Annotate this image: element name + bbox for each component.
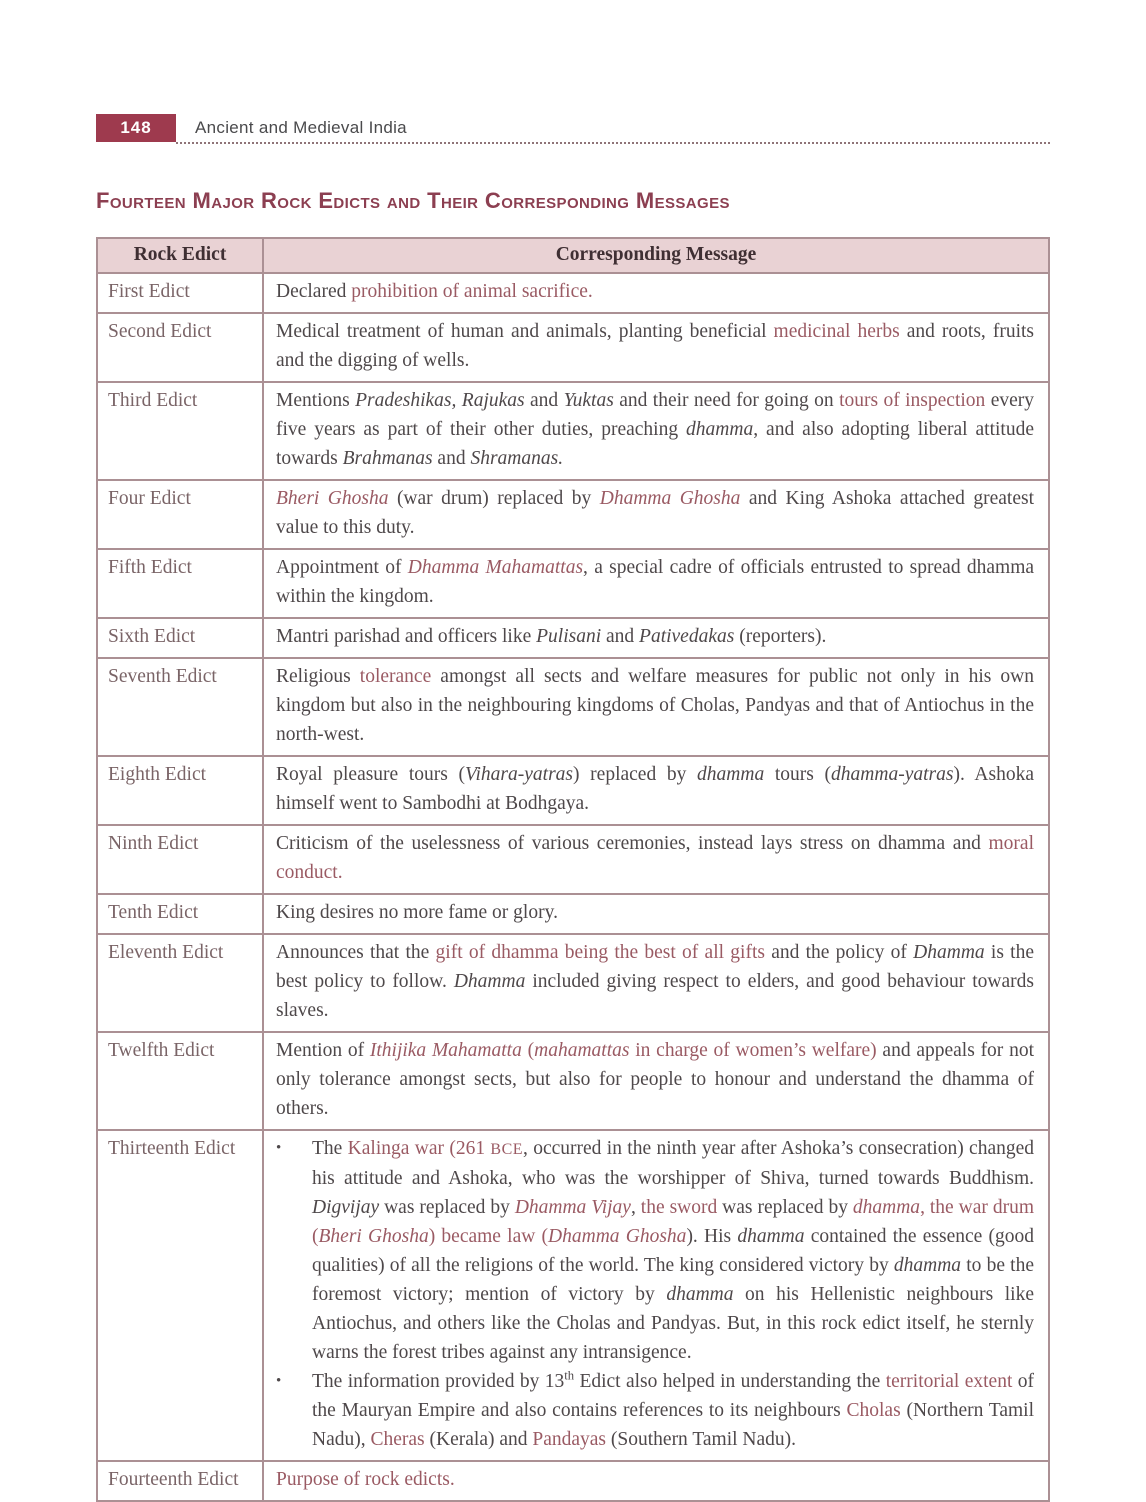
text-segment: Pradeshikas, Rajukas xyxy=(355,390,525,411)
table-row xyxy=(97,1461,1049,1501)
text-segment: Bheri Ghosha xyxy=(276,488,389,509)
text-segment: , xyxy=(630,1197,641,1218)
text-segment: Royal pleasure tours ( xyxy=(276,764,466,785)
text-segment: ). Ashoka himself went to Sambodhi at Bodhgaya. xyxy=(276,764,1035,814)
text-segment: Dhamma Ghosha xyxy=(548,1226,687,1247)
text-segment: Mantri parishad and officers like xyxy=(276,626,537,647)
message-cell xyxy=(263,894,1049,934)
edict-label-cell: Fifth Edict xyxy=(97,549,263,618)
text-segment: territorial extent xyxy=(885,1371,1013,1392)
text-segment: tours ( xyxy=(764,764,832,785)
text-segment: is the best policy to follow. xyxy=(276,942,1034,992)
text-segment: moral conduct. xyxy=(276,833,1034,883)
message-cell xyxy=(263,1461,1049,1501)
text-segment: Dhamma Mahamattas xyxy=(407,557,584,578)
message-cell xyxy=(263,313,1049,382)
text-segment: Dhamma xyxy=(453,971,526,992)
table-row xyxy=(97,549,1049,618)
text-segment: The xyxy=(312,1138,348,1159)
text-segment: and the policy of xyxy=(764,942,914,963)
bullet-item xyxy=(276,1367,1034,1454)
bullet-icon: • xyxy=(276,1373,282,1389)
text-segment: was replaced by xyxy=(717,1197,853,1218)
table-row xyxy=(97,934,1049,1032)
text-segment: in charge of women’s welfare) xyxy=(629,1040,877,1061)
text-segment: Kalinga war xyxy=(347,1138,444,1159)
text-segment: Mentions xyxy=(276,390,356,411)
text-segment: Bheri Ghosha xyxy=(318,1226,429,1247)
edict-label-cell: Seventh Edict xyxy=(97,658,263,756)
text-segment: to be the foremost victory; mention of victory by xyxy=(312,1255,1034,1305)
edicts-table xyxy=(96,237,1050,1502)
text-segment: ) replaced by xyxy=(573,764,698,785)
text-segment: of the Mauryan Empire and also contains references to its neighbours xyxy=(312,1371,1034,1421)
text-segment: dhamma xyxy=(666,1284,734,1305)
column-header-corresponding-message: Corresponding Message xyxy=(263,238,1049,273)
running-header xyxy=(96,114,1050,142)
text-segment: Criticism of the uselessness of various ceremonies, instead lays stress on dhamma and xyxy=(276,833,989,854)
text-segment: King desires no more fame or glory. xyxy=(276,902,558,923)
text-segment: ). His xyxy=(686,1226,738,1247)
table-row xyxy=(97,313,1049,382)
bullet-icon: • xyxy=(276,1140,282,1156)
text-segment: dhamma xyxy=(686,419,754,440)
text-segment: BCE xyxy=(490,1141,524,1158)
text-segment: the sword xyxy=(640,1197,718,1218)
text-segment: Ithijika Mahamatta xyxy=(369,1040,522,1061)
text-segment: th xyxy=(564,1368,575,1383)
text-segment: tours of inspection xyxy=(839,390,986,411)
text-segment: and xyxy=(432,448,471,469)
text-segment: Vihara-yatras xyxy=(465,764,574,785)
page-number-badge xyxy=(96,114,176,142)
text-segment: Medical treatment of human and animals, planting beneficial xyxy=(276,321,774,342)
table-row xyxy=(97,382,1049,480)
text-segment: Yuktas xyxy=(563,390,614,411)
text-segment: (Northern Tamil Nadu), xyxy=(312,1400,1034,1450)
column-header-rock-edict: Rock Edict xyxy=(97,238,263,273)
message-cell xyxy=(263,480,1049,549)
text-segment: gift of dhamma being the best of all gifts xyxy=(435,942,765,963)
text-segment: dhamma xyxy=(697,764,765,785)
message-cell xyxy=(263,756,1049,825)
text-segment: included giving respect to elders, and good behaviour towards slaves. xyxy=(276,971,1034,1021)
message-cell xyxy=(263,658,1049,756)
text-segment: Shramanas. xyxy=(470,448,564,469)
text-segment: (261 xyxy=(443,1138,491,1159)
edict-label-cell: Eleventh Edict xyxy=(97,934,263,1032)
edict-label-cell: Four Edict xyxy=(97,480,263,549)
table-row xyxy=(97,894,1049,934)
bullet-item xyxy=(276,1134,1034,1367)
edicts-table-body xyxy=(97,273,1049,1501)
text-segment: Dhamma Vijay xyxy=(514,1197,631,1218)
text-segment: prohibition of animal sacrifice. xyxy=(351,281,593,302)
text-segment: , a special cadre of officials entrusted to spread dhamma within the kingdom. xyxy=(276,557,1035,607)
edict-label-cell: Ninth Edict xyxy=(97,825,263,894)
text-segment: Digvijay xyxy=(312,1197,380,1218)
text-segment: and their need for going on xyxy=(613,390,840,411)
bullet-text xyxy=(312,1367,1034,1454)
text-segment: every five years as part of their other duties, preaching xyxy=(276,390,1035,440)
text-segment: Cholas xyxy=(846,1400,901,1421)
text-segment: Pandayas xyxy=(532,1429,607,1450)
page-number: 148 xyxy=(120,118,152,137)
table-row xyxy=(97,1130,1049,1461)
edict-label-cell: Tenth Edict xyxy=(97,894,263,934)
text-segment: and xyxy=(601,626,640,647)
table-row xyxy=(97,756,1049,825)
table-row xyxy=(97,273,1049,313)
table-row xyxy=(97,1032,1049,1130)
text-segment: contained the essence (good qualities) of all the religions of the world. The king considered victory by xyxy=(312,1226,1035,1276)
bullet-text xyxy=(312,1134,1034,1367)
text-segment: on his Hellenistic neighbours like Antiochus, and others like the Cholas and Pandyas. But, in this rock edict itself, he sternly warns the forest tribes against any intransigence. xyxy=(312,1284,1034,1363)
text-segment: dhamma-yatras xyxy=(831,764,954,785)
message-cell xyxy=(263,273,1049,313)
edict-label-cell: Sixth Edict xyxy=(97,618,263,658)
edict-label-cell: Thirteenth Edict xyxy=(97,1130,263,1461)
table-row xyxy=(97,658,1049,756)
text-segment: dhamma xyxy=(893,1255,962,1276)
book-title: Ancient and Medieval India xyxy=(195,118,407,137)
text-segment: Cheras xyxy=(370,1429,425,1450)
edict-label-cell: Fourteenth Edict xyxy=(97,1461,263,1501)
message-cell xyxy=(263,382,1049,480)
text-segment: Religious xyxy=(276,666,360,687)
message-cell xyxy=(263,825,1049,894)
text-segment: (war drum) replaced by xyxy=(388,488,600,509)
message-cell xyxy=(263,1130,1049,1461)
text-segment: Mention of xyxy=(276,1040,370,1061)
edict-label-cell: First Edict xyxy=(97,273,263,313)
text-segment: , and also adopting liberal attitude towards xyxy=(276,419,1034,469)
section-title: Fourteen Major Rock Edicts and Their Corresponding Messages xyxy=(96,188,730,213)
message-cell xyxy=(263,1032,1049,1130)
text-segment: and King Ashoka attached greatest value to this duty. xyxy=(276,488,1034,538)
text-segment: Dhamma xyxy=(913,942,985,963)
text-segment: (Southern Tamil Nadu). xyxy=(606,1429,797,1450)
message-cell xyxy=(263,618,1049,658)
edict-label-cell: Twelfth Edict xyxy=(97,1032,263,1130)
text-segment: amongst all sects and welfare measures for public not only in his own kingdom but also in the neighbouring kingdoms of Cholas, Pandyas and that of Antiochus in the north-west. xyxy=(276,666,1034,745)
text-segment: (reporters). xyxy=(734,626,827,647)
edict-label-cell: Second Edict xyxy=(97,313,263,382)
text-segment: Pulisani xyxy=(536,626,602,647)
text-segment: Declared xyxy=(276,281,352,302)
message-cell xyxy=(263,549,1049,618)
text-segment: (Kerala) and xyxy=(424,1429,533,1450)
text-segment: Pativedakas xyxy=(639,626,735,647)
text-segment: Dhamma Ghosha xyxy=(599,488,741,509)
text-segment: dhamma xyxy=(852,1197,921,1218)
text-segment: and xyxy=(524,390,564,411)
table-header-row xyxy=(97,238,1049,273)
text-segment: Appointment of xyxy=(276,557,408,578)
edict-label-cell: Eighth Edict xyxy=(97,756,263,825)
table-row xyxy=(97,480,1049,549)
text-segment: dhamma xyxy=(737,1226,805,1247)
text-segment: Purpose of rock edicts. xyxy=(276,1469,455,1490)
table-row xyxy=(97,825,1049,894)
text-segment: and roots, fruits and the digging of wells. xyxy=(276,321,1034,371)
text-segment: tolerance xyxy=(359,666,432,687)
text-segment: ( xyxy=(521,1040,535,1061)
header-dotted-rule xyxy=(176,142,1050,144)
text-segment: The information provided by 13 xyxy=(312,1371,565,1392)
text-segment: ) became law ( xyxy=(428,1226,549,1247)
text-segment: medicinal herbs xyxy=(773,321,900,342)
message-cell xyxy=(263,934,1049,1032)
table-row xyxy=(97,618,1049,658)
text-segment: was replaced by xyxy=(379,1197,515,1218)
text-segment: Brahmanas xyxy=(342,448,433,469)
text-segment: Edict also helped in understanding the xyxy=(574,1371,886,1392)
text-segment: mahamattas xyxy=(534,1040,630,1061)
text-segment: Announces that the xyxy=(276,942,436,963)
edict-label-cell: Third Edict xyxy=(97,382,263,480)
text-segment: , the war drum ( xyxy=(312,1197,1034,1247)
text-segment: , occurred in the ninth year after Ashoka’s consecration) changed his attitude and Ashoka, who was the worshipper of Shiva, turned towards Buddhism. xyxy=(312,1138,1035,1189)
text-segment: and appeals for not only tolerance amongst sects, but also for people to honour and understand the dhamma of others. xyxy=(276,1040,1034,1119)
